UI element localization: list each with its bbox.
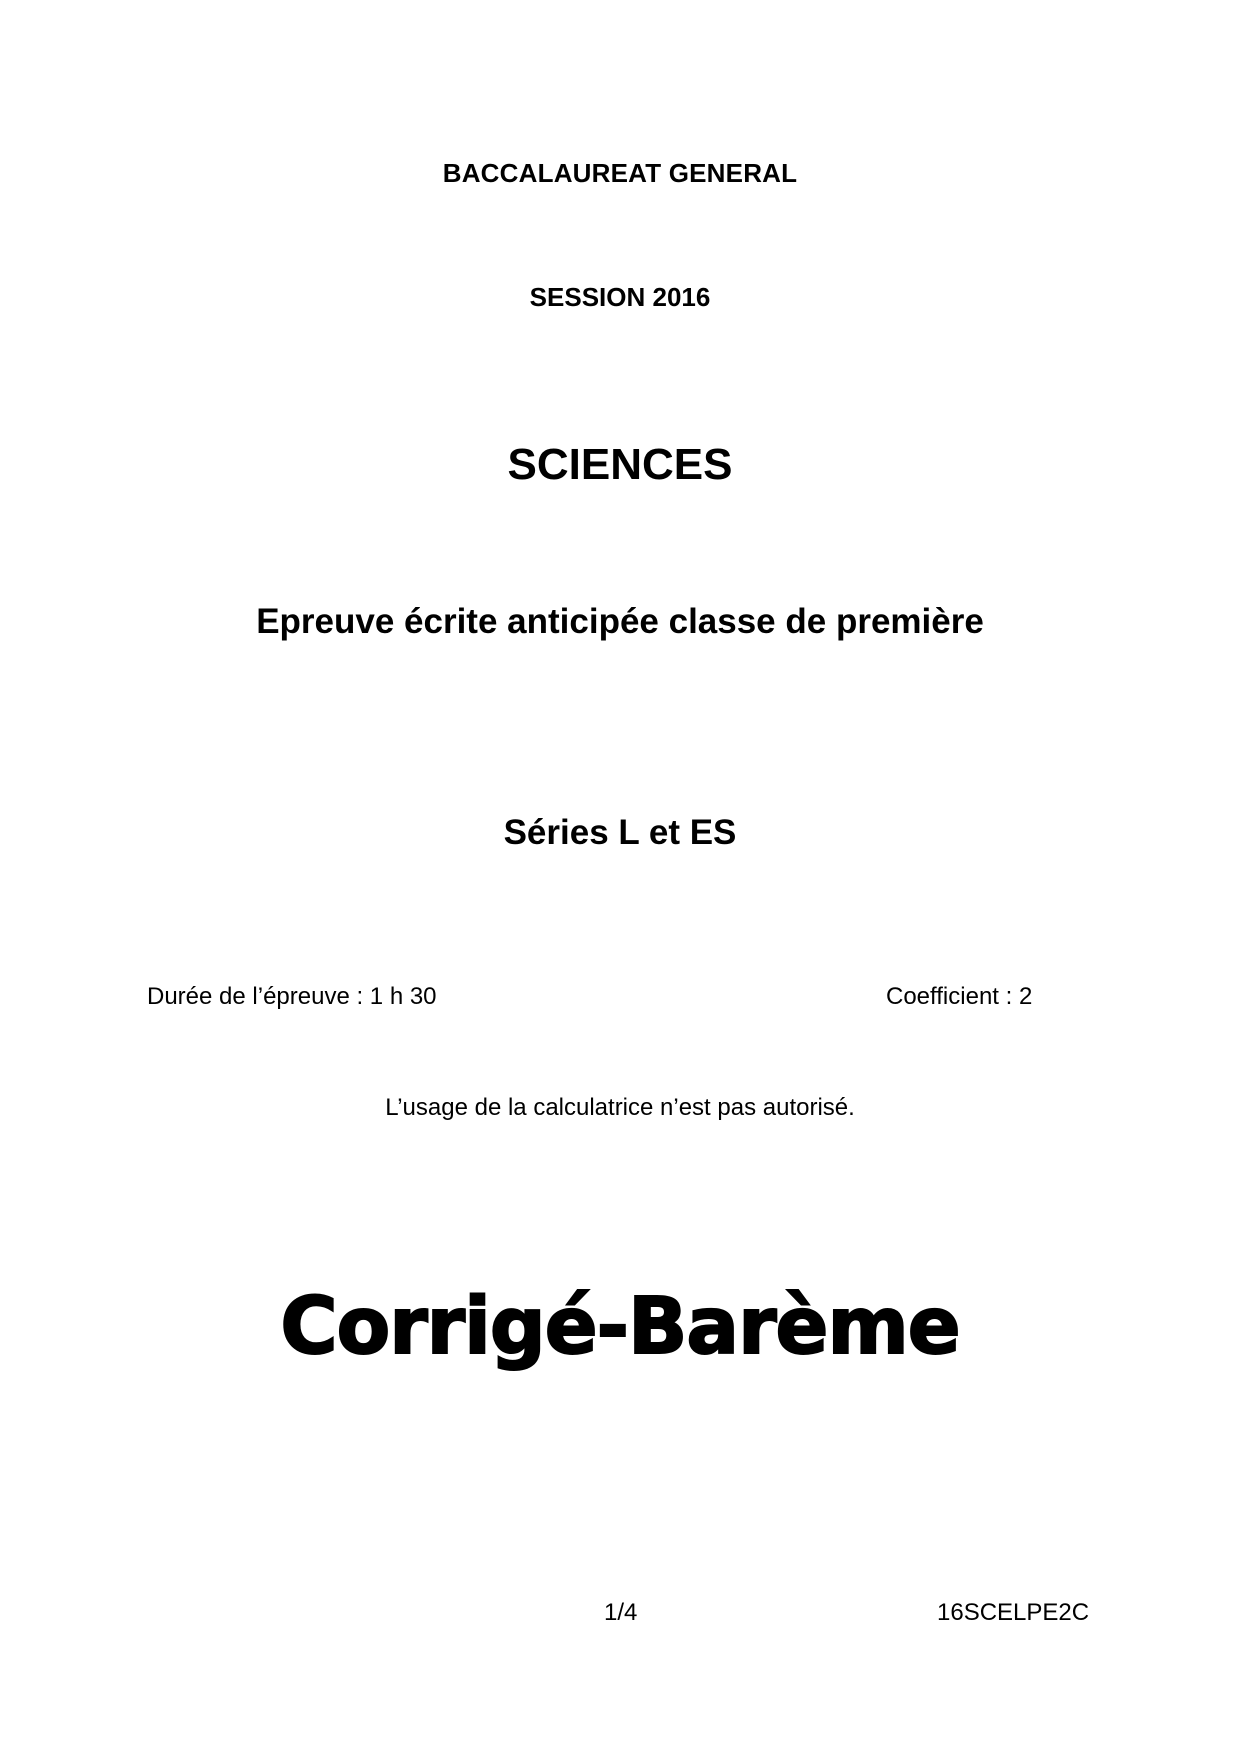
exam-coefficient: Coefficient : 2 bbox=[886, 983, 1033, 1010]
subject-title: SCIENCES bbox=[507, 440, 733, 489]
document-code: 16SCELPE2C bbox=[937, 1599, 1090, 1626]
session-year: SESSION 2016 bbox=[529, 282, 711, 312]
page-number: 1/4 bbox=[604, 1599, 638, 1626]
exam-type: Epreuve écrite anticipée classe de première bbox=[256, 602, 984, 641]
series-label: Séries L et ES bbox=[503, 813, 737, 852]
exam-duration: Durée de l’épreuve : 1 h 30 bbox=[147, 983, 437, 1010]
document-title: Corrigé-Barème bbox=[280, 1282, 960, 1372]
exam-name: BACCALAUREAT GENERAL bbox=[442, 158, 798, 188]
calculator-notice: L’usage de la calculatrice n’est pas autorisé. bbox=[385, 1094, 855, 1121]
